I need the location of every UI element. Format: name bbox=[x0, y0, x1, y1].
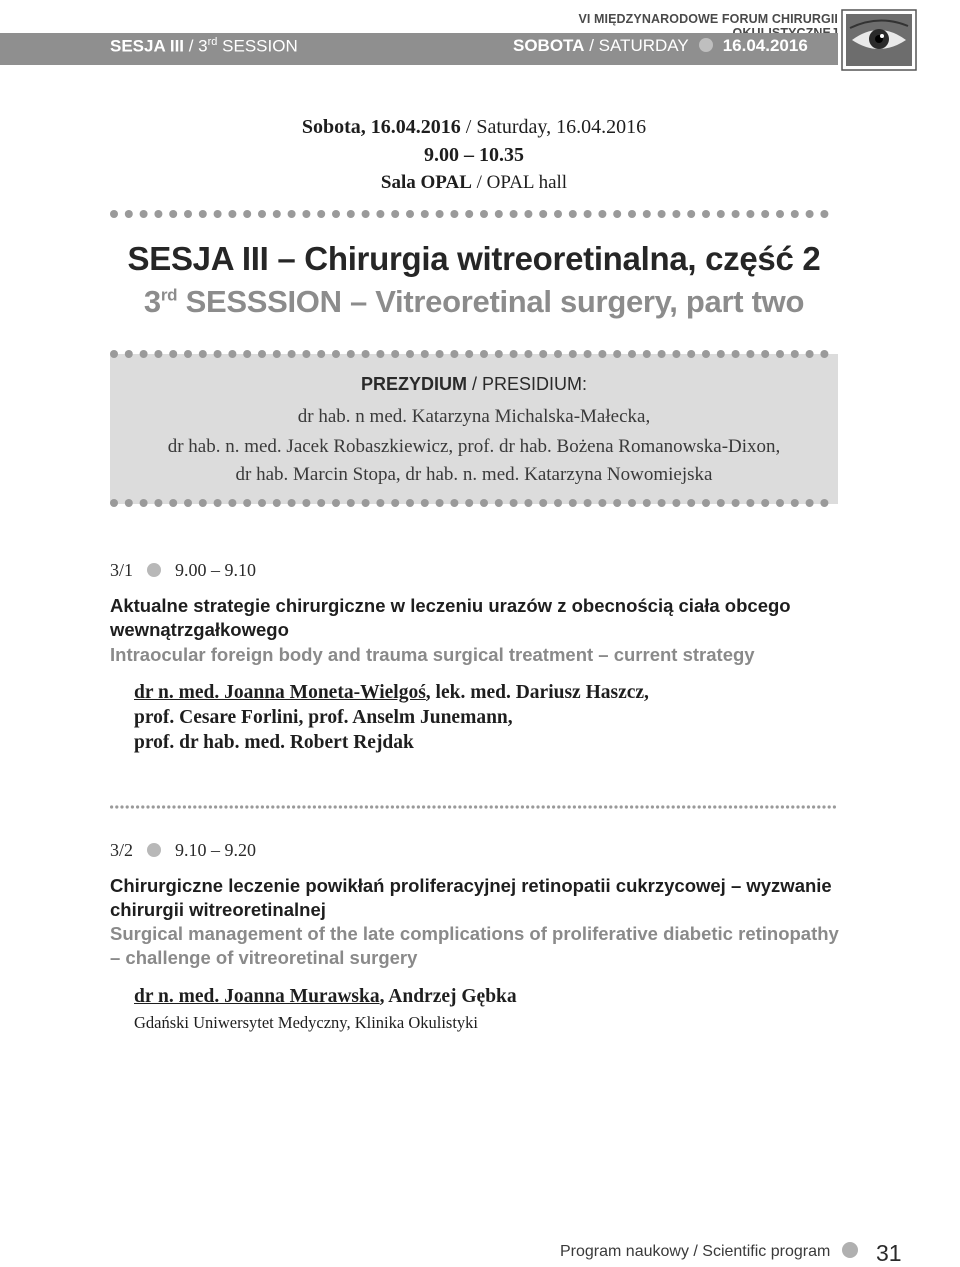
talk-authors: dr n. med. Joanna Moneta-Wielgoś, lek. med. Dariusz Haszcz, prof. Cesare Forlini, prof. Anselm Junemann, prof. dr hab. med. Robert Rejdak bbox=[134, 682, 649, 753]
presidium-line: dr hab. Marcin Stopa, dr hab. n. med. Katarzyna Nowomiejska bbox=[235, 464, 713, 485]
bullet-icon bbox=[147, 843, 161, 857]
dotted-divider bbox=[110, 209, 838, 219]
presenter-name: dr n. med. Joanna Murawska bbox=[134, 986, 380, 1007]
bullet-icon bbox=[147, 563, 161, 577]
talk-title-en: Surgical management of the late complications of proliferative diabetic retinopathy – challenge of vitreoretinal surgery bbox=[110, 923, 839, 968]
session-label: SESJA III / 3rd SESSION bbox=[110, 36, 298, 56]
dotted-divider bbox=[110, 349, 838, 359]
eye-icon bbox=[840, 8, 918, 72]
talk-number-time: 3/1 9.00 – 9.10 bbox=[110, 560, 257, 580]
forum-title: VI MIĘDZYNARODOWE FORUM CHIRURGII bbox=[578, 12, 838, 26]
page-number: 31 bbox=[876, 1240, 902, 1266]
date-line: Sobota, 16.04.2016 / Saturday, 16.04.2016 bbox=[301, 116, 647, 138]
session-title-en: 3rd SESSSION – Vitreoretinal surgery, part two bbox=[143, 284, 805, 319]
talk-title-en: Intraocular foreign body and trauma surgical treatment – current strategy bbox=[110, 644, 755, 665]
day-label: SOBOTA / SATURDAY 16.04.2016 bbox=[513, 36, 808, 55]
talk-authors: dr n. med. Joanna Murawska, Andrzej Gębka bbox=[134, 986, 517, 1007]
presenter-name: dr n. med. Joanna Moneta-Wielgoś bbox=[134, 682, 426, 703]
bullet-icon bbox=[842, 1242, 858, 1258]
talk-title-pl: Aktualne strategie chirurgiczne w leczeniu urazów z obecnością ciała obcego wewnątrzgałkowego bbox=[110, 595, 791, 640]
dotted-divider bbox=[110, 804, 838, 810]
presidium-line: dr hab. n. med. Jacek Robaszkiewicz, prof. dr hab. Bożena Romanowska-Dixon, bbox=[167, 436, 781, 457]
time-line: 9.00 – 10.35 bbox=[424, 144, 524, 166]
presidium-line: dr hab. n med. Katarzyna Michalska-Małecka, bbox=[297, 406, 651, 427]
hall-line: Sala OPAL / OPAL hall bbox=[380, 172, 568, 193]
footer-label: Program naukowy / Scientific program bbox=[560, 1242, 838, 1261]
affiliation: Gdański Uniwersytet Medyczny, Klinika Okulistyki bbox=[134, 1013, 479, 1032]
talk-title-pl: Chirurgiczne leczenie powikłań proliferacyjnej retinopatii cukrzycowej – wyzwanie chirurgii witreoretinalnej bbox=[110, 875, 832, 920]
talk-number-time: 3/2 9.10 – 9.20 bbox=[110, 840, 257, 860]
bullet-icon bbox=[699, 38, 713, 52]
presidium-heading: PREZYDIUM / PRESIDIUM: bbox=[360, 374, 588, 394]
dotted-divider bbox=[110, 498, 838, 508]
session-title-pl: SESJA III – Chirurgia witreoretinalna, część 2 bbox=[127, 240, 821, 277]
